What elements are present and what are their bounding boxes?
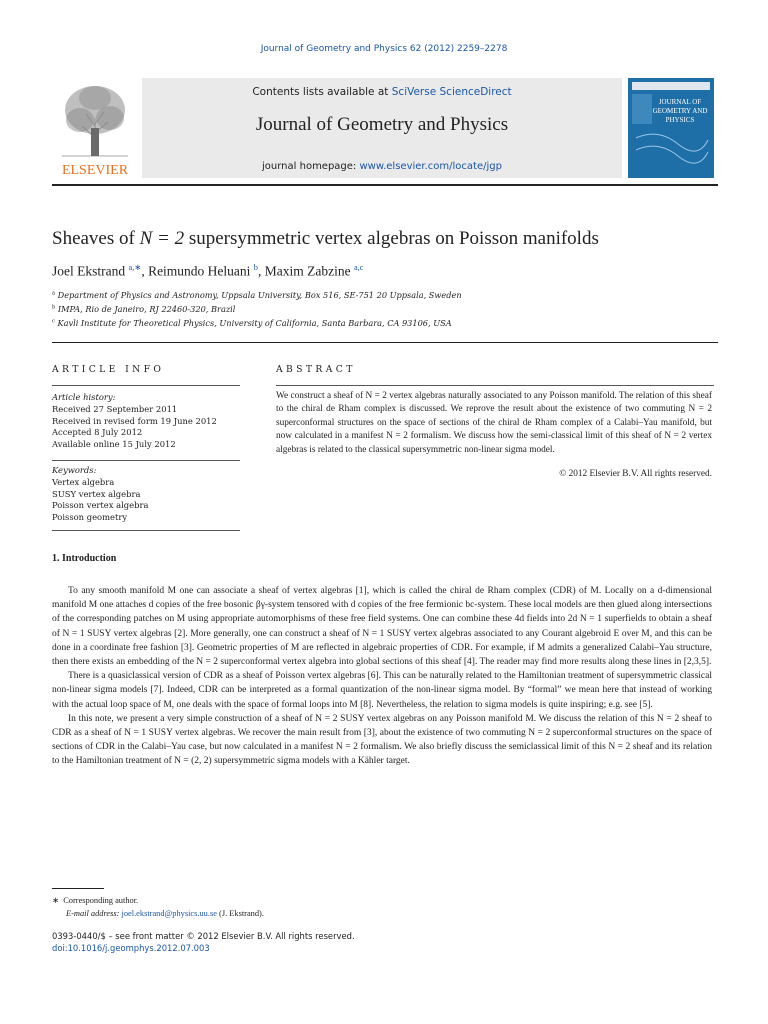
history-item: Received in revised form 19 June 2012	[52, 415, 217, 426]
doi-link[interactable]: doi:10.1016/j.geomphys.2012.07.003	[52, 942, 210, 953]
title-part-2: supersymmetric vertex algebras on Poisson manifolds	[184, 228, 599, 249]
journal-title: Journal of Geometry and Physics	[255, 114, 509, 135]
keyword-item: SUSY vertex algebra	[52, 488, 141, 499]
article-info-heading: ARTICLE INFO	[52, 364, 165, 375]
article-history: Article history: Received 27 September 2011 Received in revised form 19 June 2012 Accepted 8 July 2012 Available online 15 July 2012	[52, 392, 242, 451]
abstract-text: We construct a sheaf of N = 2 vertex algebras naturally associated to any Poisson manifold. The relation of this sheaf to the chiral de Rham complex is discussed. We reprove the result about the existence of two commuting N = 2 superconformal structures on the space of sections of the chiral de Rham complex of a Calabi–Yau manifold, but now calculated in a manifest N = 2 formalism. We discuss how the semi-classical limit of this sheaf of N = 2 vertex algebras is related to the classical supersymmetric non-linear sigma model.	[276, 391, 712, 455]
email-link[interactable]: joel.ekstrand@physics.uu.se	[121, 908, 217, 918]
paragraph: In this note, we present a very simple construction of a sheaf of N = 2 SUSY vertex algebras on any Poisson manifold M. We discuss the relation of this N = 2 sheaf to CDR as a sheaf of N = 1 SUSY vertex algebras. We recover the main result from [3], about the existence of two commuting N = 2 superconformal structures on the space of sections of CDR in the Calabi–Yau case, but now calculated in a manifest N = 2 formalism. We also briefly discuss the semiclassical limit of this N = 2 sheaf and its relation to the Hamiltonian treatment of N = (2, 2) supersymmetric sigma models with a Kähler target.	[52, 713, 712, 767]
affiliation: $^c$ Kavli Institute for Theoretical Physics, University of California, Santa Barbara, CA 93106, USA	[52, 318, 452, 328]
affiliation: $^a$ Department of Physics and Astronomy, Uppsala University, Box 516, SE-751 20 Uppsala, Sweden	[52, 290, 462, 300]
author-affiliation-link[interactable]: a,∗	[128, 263, 142, 272]
svg-text:PHYSICS: PHYSICS	[665, 116, 695, 124]
author-name: Reimundo Heluani	[148, 263, 251, 279]
svg-text:GEOMETRY AND: GEOMETRY AND	[652, 107, 708, 115]
svg-text:JOURNAL OF: JOURNAL OF	[658, 98, 702, 106]
header-rule	[52, 184, 718, 186]
history-item: Accepted 8 July 2012	[52, 427, 143, 438]
elsevier-tree-icon	[52, 78, 138, 178]
footnote-rule	[52, 888, 104, 889]
homepage-prefix: journal homepage:	[262, 161, 360, 172]
section-heading-introduction: 1. Introduction	[52, 553, 117, 564]
affiliation: $^b$ IMPA, Rio de Janeiro, RJ 22460-320, Brazil	[52, 304, 236, 314]
keywords: Keywords: Vertex algebra SUSY vertex algebra Poisson vertex algebra Poisson geometry	[52, 465, 242, 524]
section-rule	[52, 342, 718, 343]
author-affiliation-link[interactable]: b	[253, 263, 258, 272]
paper-title	[52, 228, 752, 250]
keyword-item: Poisson vertex algebra	[52, 500, 149, 511]
author-affiliation-link[interactable]: a,c	[353, 263, 364, 272]
keyword-item: Vertex algebra	[52, 476, 115, 487]
issn-line: 0393-0440/$ – see front matter © 2012 Elsevier B.V. All rights reserved.	[52, 931, 355, 941]
author-list: Joel Ekstrand $^{a,∗}$, Reimundo Heluani $^b$, Maxim Zabzine $^{a,c}$	[52, 263, 364, 279]
homepage-link[interactable]: www.elsevier.com/locate/jgp	[359, 161, 502, 172]
abstract-heading: ABSTRACT	[276, 364, 356, 375]
abstract-rule	[276, 385, 714, 386]
sciencedirect-link[interactable]: SciVerse ScienceDirect	[391, 86, 512, 98]
title-math: N = 2	[139, 228, 185, 249]
footnote: ∗ Corresponding author. E-mail address: joel.ekstrand@physics.uu.se (J. Ekstrand).	[52, 896, 264, 918]
footnote-mark: ∗	[52, 896, 60, 905]
homepage-line	[142, 161, 622, 172]
contents-prefix: Contents lists available at	[252, 86, 392, 98]
elsevier-logo	[52, 78, 138, 178]
journal-cover-icon	[628, 78, 714, 178]
journal-cover-thumbnail	[628, 78, 714, 178]
elsevier-wordmark: ELSEVIER	[61, 163, 129, 178]
author-name: Joel Ekstrand	[52, 263, 126, 279]
history-item: Available online 15 July 2012	[52, 439, 176, 450]
introduction-body	[52, 584, 712, 769]
article-info-rule	[52, 385, 240, 386]
paragraph: To any smooth manifold M one can associate a sheaf of vertex algebras [1], which is called the chiral de Rham complex (CDR) of M. Locally on a d-dimensional manifold M one attaches d copies of the free bosonic βγ-system tensored with d copies of the free fermionic bc-system. These local models are then glued along intersections of the corresponding patches on M using appropriate automorphisms of these free field systems. One can combine these 4d fields into 2d N = 1 superfields to obtain a sheaf of N = 1 SUSY vertex algebras [2]. More generally, one can construct a sheaf of N = 1 SUSY vertex algebras associated to any Courant algebroid E over M, and this can be done in a coordinate free fashion [3]. Geometric properties of M are reflected in algebraic properties of CDR. For example, if M admits a generalized Calabi–Yau structure, then there exists an embedding of the N = 2 superconformal vertex algebra into global sections of this sheaf [4]. The reader may find more results along these lines in [2,3,5].	[52, 586, 712, 668]
abstract-copyright: © 2012 Elsevier B.V. All rights reserved.	[559, 469, 712, 479]
article-info-rule	[52, 530, 240, 531]
journal-reference-link[interactable]: Journal of Geometry and Physics 62 (2012) 2259–2278	[260, 44, 508, 54]
author-name: Maxim Zabzine	[264, 263, 351, 279]
history-item: Received 27 September 2011	[52, 403, 178, 414]
publication-info	[52, 931, 552, 955]
corresponding-author: Corresponding author.	[63, 896, 139, 905]
article-info-rule	[52, 460, 240, 461]
paragraph: There is a quasiclassical version of CDR as a sheaf of Poisson vertex algebras [6]. This can be naturally related to the Hamiltonian treatment of supersymmetric classical non-linear sigma models [7]. Indeed, CDR can be interpreted as a formal quantization of the non-linear sigma model. By “formal” we mean here that instead of working with the actual loop space of M, one deals with the space of formal loops into M [8]. Nevertheless, the relation to sigma models is quite inspiring; e.g. see [5].	[52, 671, 712, 710]
contents-line	[142, 86, 622, 98]
keyword-item: Poisson geometry	[52, 512, 128, 523]
title-part-1: Sheaves of	[52, 228, 140, 249]
